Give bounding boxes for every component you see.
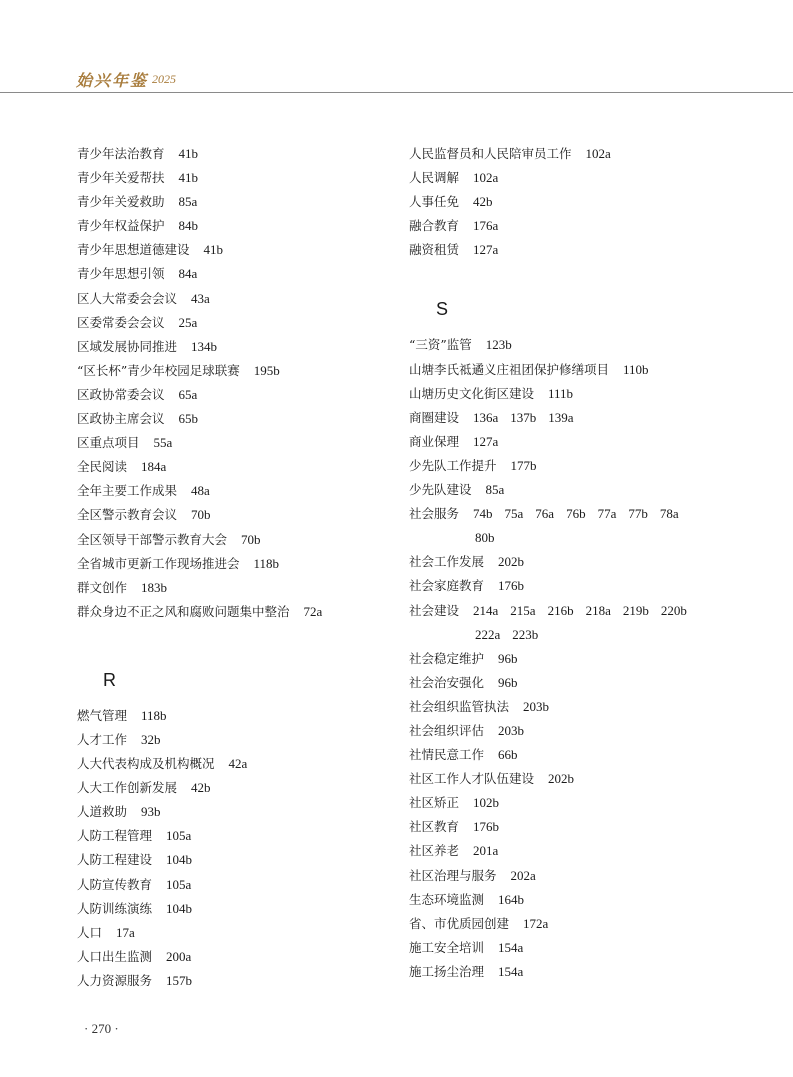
section-letter-r: R xyxy=(103,669,116,690)
index-entry xyxy=(409,382,719,406)
index-term: 区重点项目 xyxy=(77,435,140,451)
index-pages xyxy=(141,576,179,600)
index-pages xyxy=(166,873,203,897)
index-pages xyxy=(166,969,204,993)
index-pages xyxy=(486,478,517,502)
index-term: 燃气管理 xyxy=(77,707,128,723)
page-ref: 84a xyxy=(178,266,198,282)
index-pages xyxy=(498,671,530,695)
index-term: 人口出生监测 xyxy=(77,948,153,964)
index-term: 区政协常委会议 xyxy=(77,386,165,402)
index-pages xyxy=(116,921,147,945)
index-pages xyxy=(548,767,586,791)
page-ref: 48a xyxy=(191,483,210,499)
index-entry xyxy=(409,791,719,815)
index-term: 群文创作 xyxy=(77,579,128,595)
index-entry xyxy=(77,287,377,311)
index-term: 少先队工作提升 xyxy=(409,457,497,473)
index-pages xyxy=(498,719,536,743)
page-ref: 70b xyxy=(191,507,211,523)
page-ref: 80b xyxy=(475,530,495,546)
index-term: “区长杯”青少年校园足球联赛 xyxy=(77,362,240,378)
page-ref: 139a xyxy=(548,409,574,425)
index-term: 区人大常委会会议 xyxy=(77,290,178,306)
index-term: 社会治安强化 xyxy=(409,674,485,690)
page-ref: 183b xyxy=(141,579,168,595)
index-pages xyxy=(473,406,586,430)
index-entry xyxy=(77,407,377,431)
index-entry xyxy=(77,776,377,800)
page-ref: 74b xyxy=(473,506,493,522)
index-entry xyxy=(409,190,719,214)
page-ref: 177b xyxy=(510,457,537,473)
index-pages xyxy=(473,430,510,454)
index-pages xyxy=(204,238,236,262)
index-entry xyxy=(409,406,719,430)
index-pages-continued xyxy=(409,526,719,550)
index-pages xyxy=(141,728,173,752)
index-term: 少先队建设 xyxy=(409,482,472,498)
index-term: 山塘历史文化街区建设 xyxy=(409,385,535,401)
page-ref: 154a xyxy=(498,963,524,979)
index-term: 青少年关爱帮扶 xyxy=(77,170,165,186)
index-entry xyxy=(77,479,377,503)
index-entry xyxy=(77,383,377,407)
page-ref: 110b xyxy=(623,361,649,377)
page-ref: 85a xyxy=(485,482,505,498)
index-term: 社会家庭教育 xyxy=(409,578,485,594)
index-entry xyxy=(77,752,377,776)
page-ref: 25a xyxy=(178,314,198,330)
yearbook-year: 2025 xyxy=(152,72,176,86)
index-entry-wrapped xyxy=(409,502,719,550)
page-ref: 84b xyxy=(178,218,199,234)
page-ref: 85a xyxy=(178,194,198,210)
s-entries-3 xyxy=(409,647,719,984)
index-entry xyxy=(409,839,719,863)
page-ref: 105a xyxy=(166,828,192,844)
page-ref: 202a xyxy=(510,867,536,883)
index-entry xyxy=(409,214,719,238)
index-pages xyxy=(473,238,510,262)
index-entry xyxy=(77,503,377,527)
index-entry xyxy=(77,431,377,455)
index-pages xyxy=(179,311,210,335)
page-ref: 76b xyxy=(566,506,586,522)
page-ref: 219b xyxy=(622,602,649,618)
index-pages xyxy=(254,359,292,383)
index-pages xyxy=(141,455,178,479)
index-term: 商圈建设 xyxy=(409,409,460,425)
index-entry xyxy=(77,824,377,848)
left-entries xyxy=(77,142,377,624)
page-ref: 76a xyxy=(535,506,555,522)
index-term: 融资租赁 xyxy=(409,242,460,258)
index-term: 社会组织监管执法 xyxy=(409,698,510,714)
index-entry xyxy=(77,359,377,383)
page-ref: 123b xyxy=(485,337,512,353)
page-ref: 66b xyxy=(498,747,518,763)
index-pages xyxy=(179,166,211,190)
index-pages xyxy=(623,358,661,382)
index-pages xyxy=(179,262,210,286)
page-ref: 176a xyxy=(473,218,499,234)
index-entry xyxy=(409,502,719,526)
index-entry xyxy=(409,743,719,767)
index-entry xyxy=(409,333,719,357)
index-pages xyxy=(473,815,511,839)
page-ref: 118b xyxy=(253,555,280,571)
index-pages xyxy=(191,776,223,800)
index-term: 人防工程管理 xyxy=(77,828,153,844)
page-ref: 176b xyxy=(498,578,525,594)
index-term: 人道救助 xyxy=(77,804,128,820)
index-pages xyxy=(254,552,292,576)
page-ref: 218a xyxy=(585,602,611,618)
index-term: 社会建设 xyxy=(409,602,460,618)
index-pages xyxy=(473,502,691,526)
index-term: 社情民意工作 xyxy=(409,747,485,763)
index-term: 山塘李氏祗遹义庄祖团保护修缮项目 xyxy=(409,361,610,377)
index-entry xyxy=(409,888,719,912)
index-term: 全省城市更新工作现场推进会 xyxy=(77,555,240,571)
page-ref: 70b xyxy=(241,531,261,547)
page-ref: 220b xyxy=(660,602,687,618)
index-pages xyxy=(523,912,560,936)
index-entry xyxy=(409,912,719,936)
index-entry xyxy=(409,478,719,502)
page-ref: 222a xyxy=(475,626,501,642)
index-term: 人大工作创新发展 xyxy=(77,780,178,796)
page-ref: 78a xyxy=(659,506,679,522)
index-entry xyxy=(409,671,719,695)
index-entry xyxy=(409,454,719,478)
page-ref: 42b xyxy=(191,780,211,796)
page-ref: 96b xyxy=(498,650,518,666)
page-ref: 154a xyxy=(498,939,524,955)
page-ref: 127a xyxy=(473,242,499,258)
page-ref: 42b xyxy=(473,194,493,210)
index-term: 社区矫正 xyxy=(409,795,460,811)
page-ref: 104b xyxy=(166,900,193,916)
index-pages xyxy=(473,190,505,214)
index-term: 施工扬尘治理 xyxy=(409,963,485,979)
index-entry xyxy=(77,897,377,921)
page-ref: 41b xyxy=(203,242,224,258)
index-pages xyxy=(179,142,211,166)
index-entry xyxy=(409,815,719,839)
index-entry xyxy=(409,238,719,262)
r-entries xyxy=(77,704,377,993)
index-entry xyxy=(77,800,377,824)
index-pages xyxy=(473,791,511,815)
index-pages xyxy=(511,864,548,888)
s-entries-2 xyxy=(409,550,719,598)
index-pages xyxy=(498,574,536,598)
page-ref: 214a xyxy=(473,602,499,618)
index-entry xyxy=(409,695,719,719)
index-term: 全民阅读 xyxy=(77,459,128,475)
index-term: 生态环境监测 xyxy=(409,891,485,907)
index-entry xyxy=(77,969,377,993)
page-ref: 77a xyxy=(597,506,617,522)
index-entry xyxy=(77,848,377,872)
index-term: 社会稳定维护 xyxy=(409,650,485,666)
page-ref: 102b xyxy=(473,795,500,811)
index-entry xyxy=(409,960,719,984)
page-ref: 41b xyxy=(178,146,199,161)
index-pages xyxy=(166,824,203,848)
s-multi-entry-2 xyxy=(409,599,719,647)
index-term: “三资”监管 xyxy=(409,337,472,353)
page-ref: 201a xyxy=(473,843,499,859)
page-ref: 195b xyxy=(253,362,280,378)
index-pages xyxy=(179,214,211,238)
page-ref: 77b xyxy=(628,506,648,522)
index-entry xyxy=(409,599,719,623)
index-pages xyxy=(486,333,524,357)
index-term: 全区警示教育会议 xyxy=(77,507,178,523)
index-term: 青少年法治教育 xyxy=(77,146,165,161)
index-pages xyxy=(191,335,229,359)
page-ref: 43a xyxy=(191,290,210,306)
index-term: 社区工作人才队伍建设 xyxy=(409,771,535,787)
index-entry xyxy=(77,142,377,166)
index-pages xyxy=(498,960,535,984)
index-term: 省、市优质园创建 xyxy=(409,915,510,931)
index-entry xyxy=(77,921,377,945)
index-entry xyxy=(409,358,719,382)
page-ref: 137b xyxy=(510,409,537,425)
index-entry xyxy=(77,552,377,576)
index-entry xyxy=(77,262,377,286)
index-term: 人口 xyxy=(77,924,103,940)
index-pages xyxy=(586,142,623,166)
index-column-left xyxy=(77,142,377,993)
index-entry xyxy=(409,166,719,190)
index-term: 人力资源服务 xyxy=(77,972,153,988)
index-pages xyxy=(166,848,204,872)
index-term: 人防训练演练 xyxy=(77,900,153,916)
index-term: 人事任免 xyxy=(409,194,460,210)
index-term: 青少年思想道德建设 xyxy=(77,242,190,258)
page-ref: 55a xyxy=(153,435,173,451)
page-ref: 17a xyxy=(116,924,135,940)
index-term: 商业保理 xyxy=(409,433,460,449)
page-ref: 164b xyxy=(498,891,525,907)
page-number: · 270 · xyxy=(84,1021,119,1036)
page-ref: 65a xyxy=(178,386,198,402)
index-pages xyxy=(304,600,335,624)
page-ref: 157b xyxy=(166,972,193,988)
index-entry xyxy=(77,704,377,728)
index-entry xyxy=(409,430,719,454)
index-term: 人民监督员和人民陪审员工作 xyxy=(409,146,572,161)
index-term: 社区治理与服务 xyxy=(409,867,497,883)
page-ref: 118b xyxy=(141,707,167,723)
index-term: 区域发展协同推进 xyxy=(77,338,178,354)
page-ref: 172a xyxy=(523,915,549,931)
page-ref: 93b xyxy=(141,804,161,820)
page-ref: 65b xyxy=(178,411,199,427)
index-entry xyxy=(77,166,377,190)
page-ref: 104b xyxy=(166,852,193,868)
page-ref: 202b xyxy=(498,554,525,570)
index-entry xyxy=(77,945,377,969)
index-term: 社会组织评估 xyxy=(409,722,485,738)
page-ref: 32b xyxy=(141,731,161,747)
index-term: 区政协主席会议 xyxy=(77,411,165,427)
s-multi-entry-1 xyxy=(409,502,719,550)
index-pages xyxy=(473,839,510,863)
index-pages xyxy=(473,214,510,238)
index-entry xyxy=(77,528,377,552)
index-term: 社会工作发展 xyxy=(409,554,485,570)
index-column-right xyxy=(409,142,719,984)
index-term: 融合教育 xyxy=(409,218,460,234)
index-term: 青少年关爱救助 xyxy=(77,194,165,210)
index-pages xyxy=(141,800,173,824)
page-ref: 41b xyxy=(178,170,199,186)
page-ref: 105a xyxy=(166,876,192,892)
index-pages xyxy=(498,888,536,912)
index-entry xyxy=(409,142,719,166)
index-pages xyxy=(498,647,530,671)
page-ref: 215a xyxy=(510,602,536,618)
index-pages-continued xyxy=(409,623,719,647)
index-pages xyxy=(166,945,203,969)
index-entry xyxy=(77,455,377,479)
index-pages xyxy=(191,287,222,311)
index-term: 施工安全培训 xyxy=(409,939,485,955)
page-ref: 202b xyxy=(548,771,575,787)
page-ref: 72a xyxy=(303,603,323,619)
index-pages xyxy=(241,528,273,552)
yearbook-brand: 始兴年鉴 xyxy=(76,71,149,90)
section-letter-s: S xyxy=(436,299,449,320)
right-top-entries xyxy=(409,142,719,262)
page-ref: 216b xyxy=(547,602,574,618)
index-pages xyxy=(498,550,536,574)
index-term: 人大代表构成及机构概况 xyxy=(77,756,215,772)
index-pages xyxy=(473,166,510,190)
index-pages xyxy=(498,743,530,767)
index-term: 社会服务 xyxy=(409,506,460,522)
page-ref: 200a xyxy=(166,948,192,964)
page-ref: 102a xyxy=(473,170,499,186)
index-pages xyxy=(498,936,535,960)
page-ref: 136a xyxy=(473,409,499,425)
index-entry xyxy=(77,600,377,624)
index-entry xyxy=(409,767,719,791)
index-entry xyxy=(77,873,377,897)
index-pages xyxy=(548,382,585,406)
index-term: 群众身边不正之风和腐败问题集中整治 xyxy=(77,603,290,619)
index-entry xyxy=(409,574,719,598)
page-ref: 42a xyxy=(228,756,248,772)
page-ref: 102a xyxy=(585,146,611,161)
index-pages xyxy=(191,479,222,503)
index-pages xyxy=(523,695,561,719)
index-entry xyxy=(77,238,377,262)
index-term: 人防宣传教育 xyxy=(77,876,153,892)
index-pages xyxy=(179,190,210,214)
index-term: 青少年思想引领 xyxy=(77,266,165,282)
index-pages xyxy=(141,704,179,728)
index-entry xyxy=(409,719,719,743)
page-ref: 184a xyxy=(141,459,167,475)
index-pages xyxy=(166,897,204,921)
page-ref: 111b xyxy=(548,385,574,401)
index-term: 全区领导干部警示教育大会 xyxy=(77,531,228,547)
index-entry xyxy=(77,311,377,335)
index-pages xyxy=(511,454,549,478)
index-pages xyxy=(473,599,699,623)
index-entry xyxy=(77,190,377,214)
page-ref: 127a xyxy=(473,433,499,449)
index-pages xyxy=(179,407,211,431)
page-ref: 176b xyxy=(473,819,500,835)
page-ref: 96b xyxy=(498,674,518,690)
index-term: 全年主要工作成果 xyxy=(77,483,178,499)
index-term: 青少年权益保护 xyxy=(77,218,165,234)
s-entries xyxy=(409,333,719,502)
index-term: 人防工程建设 xyxy=(77,852,153,868)
index-entry xyxy=(77,576,377,600)
index-entry xyxy=(409,647,719,671)
index-pages xyxy=(154,431,185,455)
index-entry xyxy=(409,936,719,960)
index-pages xyxy=(191,503,223,527)
index-entry xyxy=(77,214,377,238)
index-term: 社区养老 xyxy=(409,843,460,859)
index-entry-wrapped xyxy=(409,599,719,647)
index-entry xyxy=(409,864,719,888)
index-entry xyxy=(409,550,719,574)
index-term: 人才工作 xyxy=(77,731,128,747)
page-header xyxy=(0,0,793,96)
page-ref: 223b xyxy=(512,626,539,642)
page-ref: 203b xyxy=(523,698,550,714)
header-rule xyxy=(0,92,793,93)
page-ref: 203b xyxy=(498,722,525,738)
page-ref: 75a xyxy=(504,506,524,522)
index-term: 区委常委会会议 xyxy=(77,314,165,330)
index-entry xyxy=(77,335,377,359)
index-term: 人民调解 xyxy=(409,170,460,186)
page-ref: 134b xyxy=(191,338,218,354)
index-pages xyxy=(179,383,210,407)
index-entry xyxy=(77,728,377,752)
index-pages xyxy=(229,752,260,776)
index-term: 社区教育 xyxy=(409,819,460,835)
